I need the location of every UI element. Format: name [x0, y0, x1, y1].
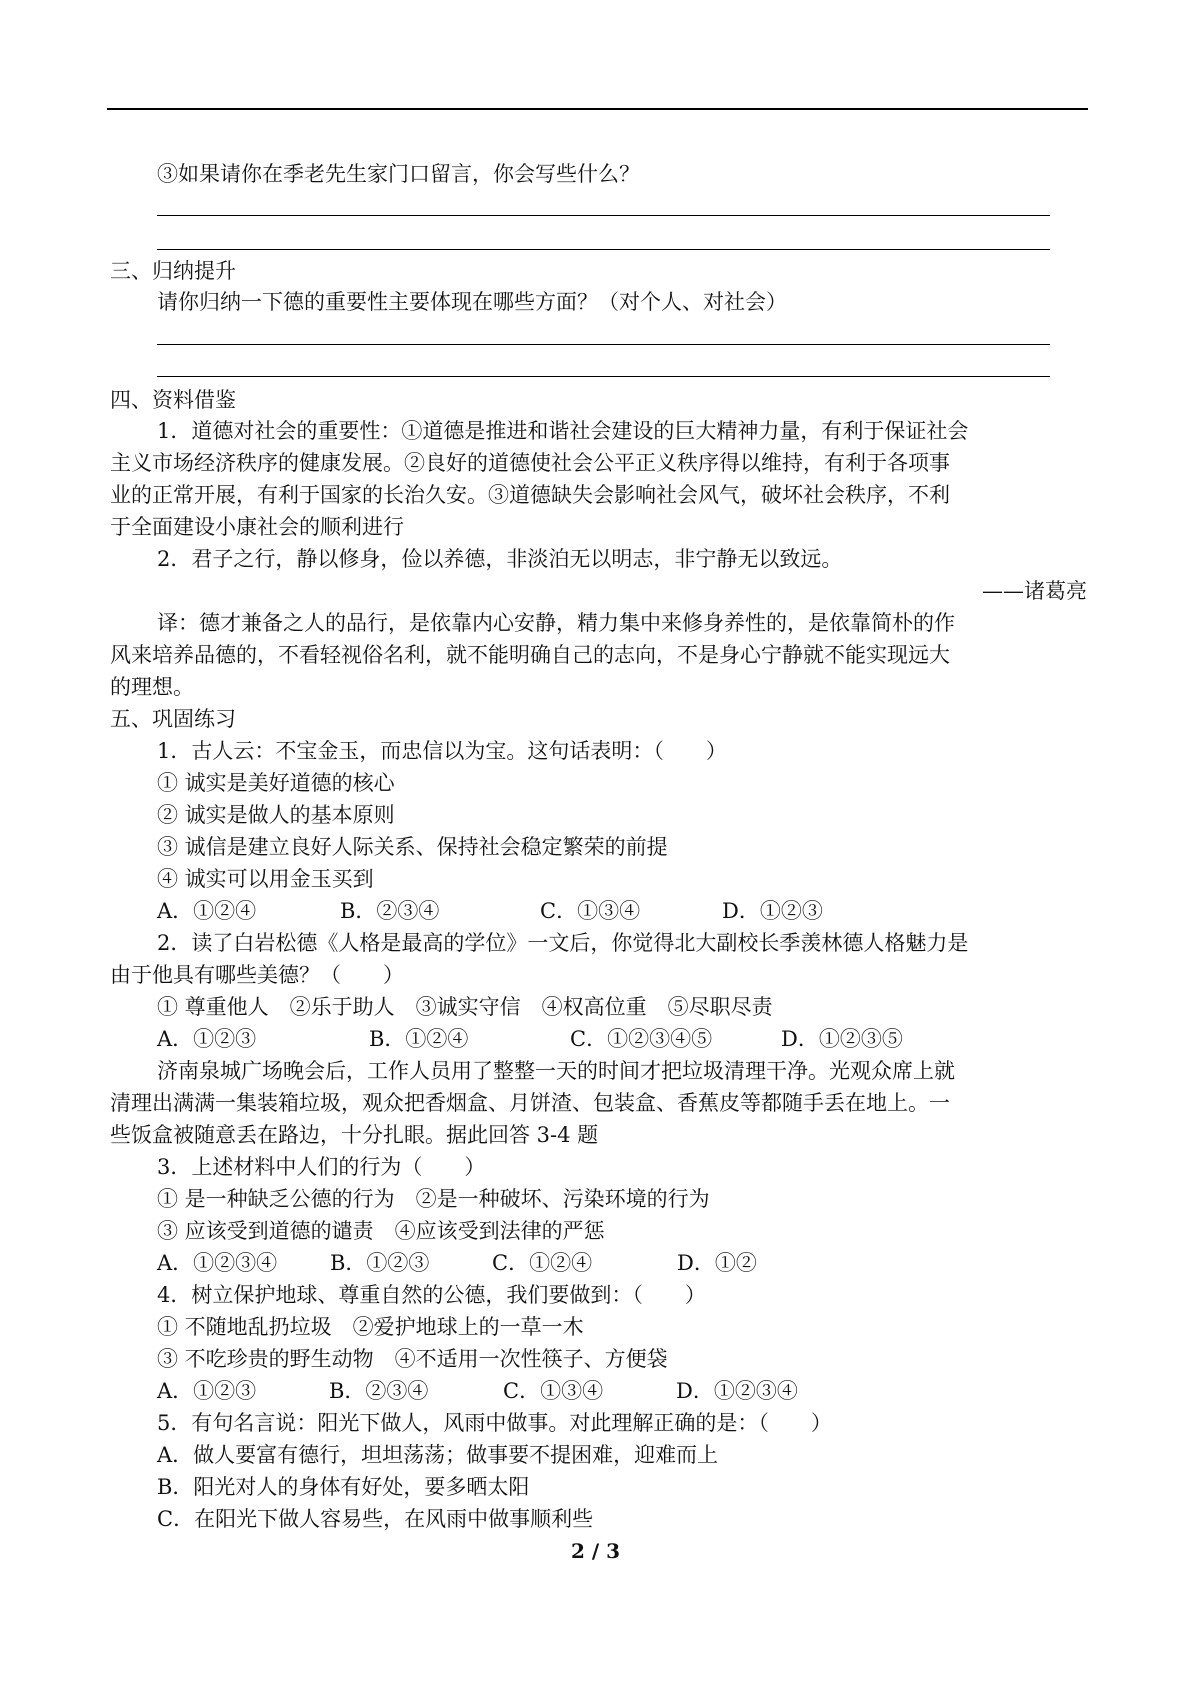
- answer-line: [157, 215, 1050, 216]
- translation-line: 风来培养品德的，不看轻视俗名利，就不能明确自己的志向，不是身心宁静就不能实现远大: [110, 643, 950, 667]
- question-1-stem: 1．古人云：不宝金玉，而忠信以为宝。这句话表明：（ ）: [157, 739, 727, 763]
- translation-line: 译：德才兼备之人的品行，是依靠内心安静，精力集中来修身养性的，是依靠简朴的作: [157, 611, 955, 635]
- answer-line: [157, 376, 1050, 377]
- question-4-item: ③ 不吃珍贵的野生动物 ④不适用一次性筷子、方便袋: [157, 1347, 668, 1371]
- option-a: A．①②④: [157, 899, 257, 923]
- section-heading-4: 四、资料借鉴: [110, 388, 236, 412]
- option-a: A．①②③④: [157, 1251, 278, 1275]
- option-a: A．①②③: [157, 1027, 257, 1051]
- question-1-item: ① 诚实是美好道德的核心: [157, 771, 395, 795]
- question-1-item: ③ 诚信是建立良好人际关系、保持社会稳定繁荣的前提: [157, 835, 668, 859]
- question-5-stem: 5．有句名言说：阳光下做人，风雨中做事。对此理解正确的是：（ ）: [157, 1411, 832, 1435]
- material-line: 些饭盒被随意丢在路边，十分扎眼。据此回答 3-4 题: [110, 1123, 599, 1147]
- question-1-item: ② 诚实是做人的基本原则: [157, 803, 395, 827]
- question-1-item: ④ 诚实可以用金玉买到: [157, 867, 374, 891]
- option-d: D．①②③⑤: [781, 1027, 903, 1051]
- paragraph-line: 业的正常开展，有利于国家的长治久安。③道德缺失会影响社会风气，破坏社会秩序，不利: [110, 483, 950, 507]
- section3-prompt: 请你归纳一下德的重要性主要体现在哪些方面？（对个人、对社会）: [157, 290, 787, 314]
- option-c: C．①③④: [503, 1379, 604, 1403]
- question-3-item: ③ 应该受到道德的谴责 ④应该受到法律的严惩: [157, 1219, 605, 1243]
- answer-line: [157, 249, 1050, 250]
- option-c: C．①②④: [492, 1251, 593, 1275]
- option-a: A．①②③: [157, 1379, 257, 1403]
- option-d: D．①②③: [722, 899, 823, 923]
- section-heading-5: 五、巩固练习: [110, 707, 236, 731]
- question-5-option-a: A．做人要富有德行，坦坦荡荡；做事要不提困难，迎难而上: [157, 1443, 719, 1467]
- option-c: C．①③④: [540, 899, 641, 923]
- question-2-stem: 2．读了白岩松德《人格是最高的学位》一文后，你觉得北大副校长季羡林德人格魅力是: [157, 931, 969, 955]
- option-b: B．①②④: [369, 1027, 469, 1051]
- option-d: D．①②: [677, 1251, 757, 1275]
- question-5-option-c: C．在阳光下做人容易些，在风雨中做事顺利些: [157, 1507, 594, 1531]
- paragraph-line: 1．道德对社会的重要性：①道德是推进和谐社会建设的巨大精神力量，有利于保证社会: [157, 419, 969, 443]
- question-3-options: [157, 1247, 757, 1279]
- question-5-option-b: B．阳光对人的身体有好处，要多晒太阳: [157, 1475, 530, 1499]
- section-heading-3: 三、归纳提升: [110, 259, 236, 283]
- option-b: B．②③④: [329, 1379, 429, 1403]
- paragraph-line: 于全面建设小康社会的顺利进行: [110, 515, 404, 539]
- question-1-options: [157, 895, 823, 927]
- question-2-options: [157, 1023, 903, 1055]
- header-rule: [107, 108, 1088, 110]
- material-line: 清理出满满一集装箱垃圾，观众把香烟盒、月饼渣、包装盒、香蕉皮等都随手丢在地上。一: [110, 1091, 950, 1115]
- continuation-question-3: ③如果请你在季老先生家门口留言，你会写些什么？: [157, 162, 640, 186]
- page-number: 2 / 3: [570, 1539, 621, 1563]
- answer-line: [157, 344, 1050, 345]
- question-2-items: ① 尊重他人 ②乐于助人 ③诚实守信 ④权高位重 ⑤尽职尽责: [157, 995, 773, 1019]
- option-c: C．①②③④⑤: [570, 1027, 713, 1051]
- quote-attribution: ——诸葛亮: [982, 579, 1087, 603]
- question-4-stem: 4．树立保护地球、尊重自然的公德，我们要做到：（ ）: [157, 1283, 706, 1307]
- option-b: B．①②③: [330, 1251, 430, 1275]
- question-2-stem: 由于他具有哪些美德？（ ）: [110, 963, 404, 987]
- question-3-stem: 3．上述材料中人们的行为（ ）: [157, 1155, 486, 1179]
- option-d: D．①②③④: [676, 1379, 798, 1403]
- question-4-item: ① 不随地乱扔垃圾 ②爱护地球上的一草一木: [157, 1315, 584, 1339]
- paragraph-line: 主义市场经济秩序的健康发展。②良好的道德使社会公平正义秩序得以维持，有利于各项事: [110, 451, 950, 475]
- translation-line: 的理想。: [110, 675, 194, 699]
- quote-line: 2．君子之行，静以修身，俭以养德，非淡泊无以明志，非宁静无以致远。: [157, 547, 843, 571]
- question-4-options: [157, 1375, 798, 1407]
- material-line: 济南泉城广场晚会后，工作人员用了整整一天的时间才把垃圾清理干净。光观众席上就: [157, 1059, 955, 1083]
- option-b: B．②③④: [340, 899, 440, 923]
- question-3-item: ① 是一种缺乏公德的行为 ②是一种破坏、污染环境的行为: [157, 1187, 710, 1211]
